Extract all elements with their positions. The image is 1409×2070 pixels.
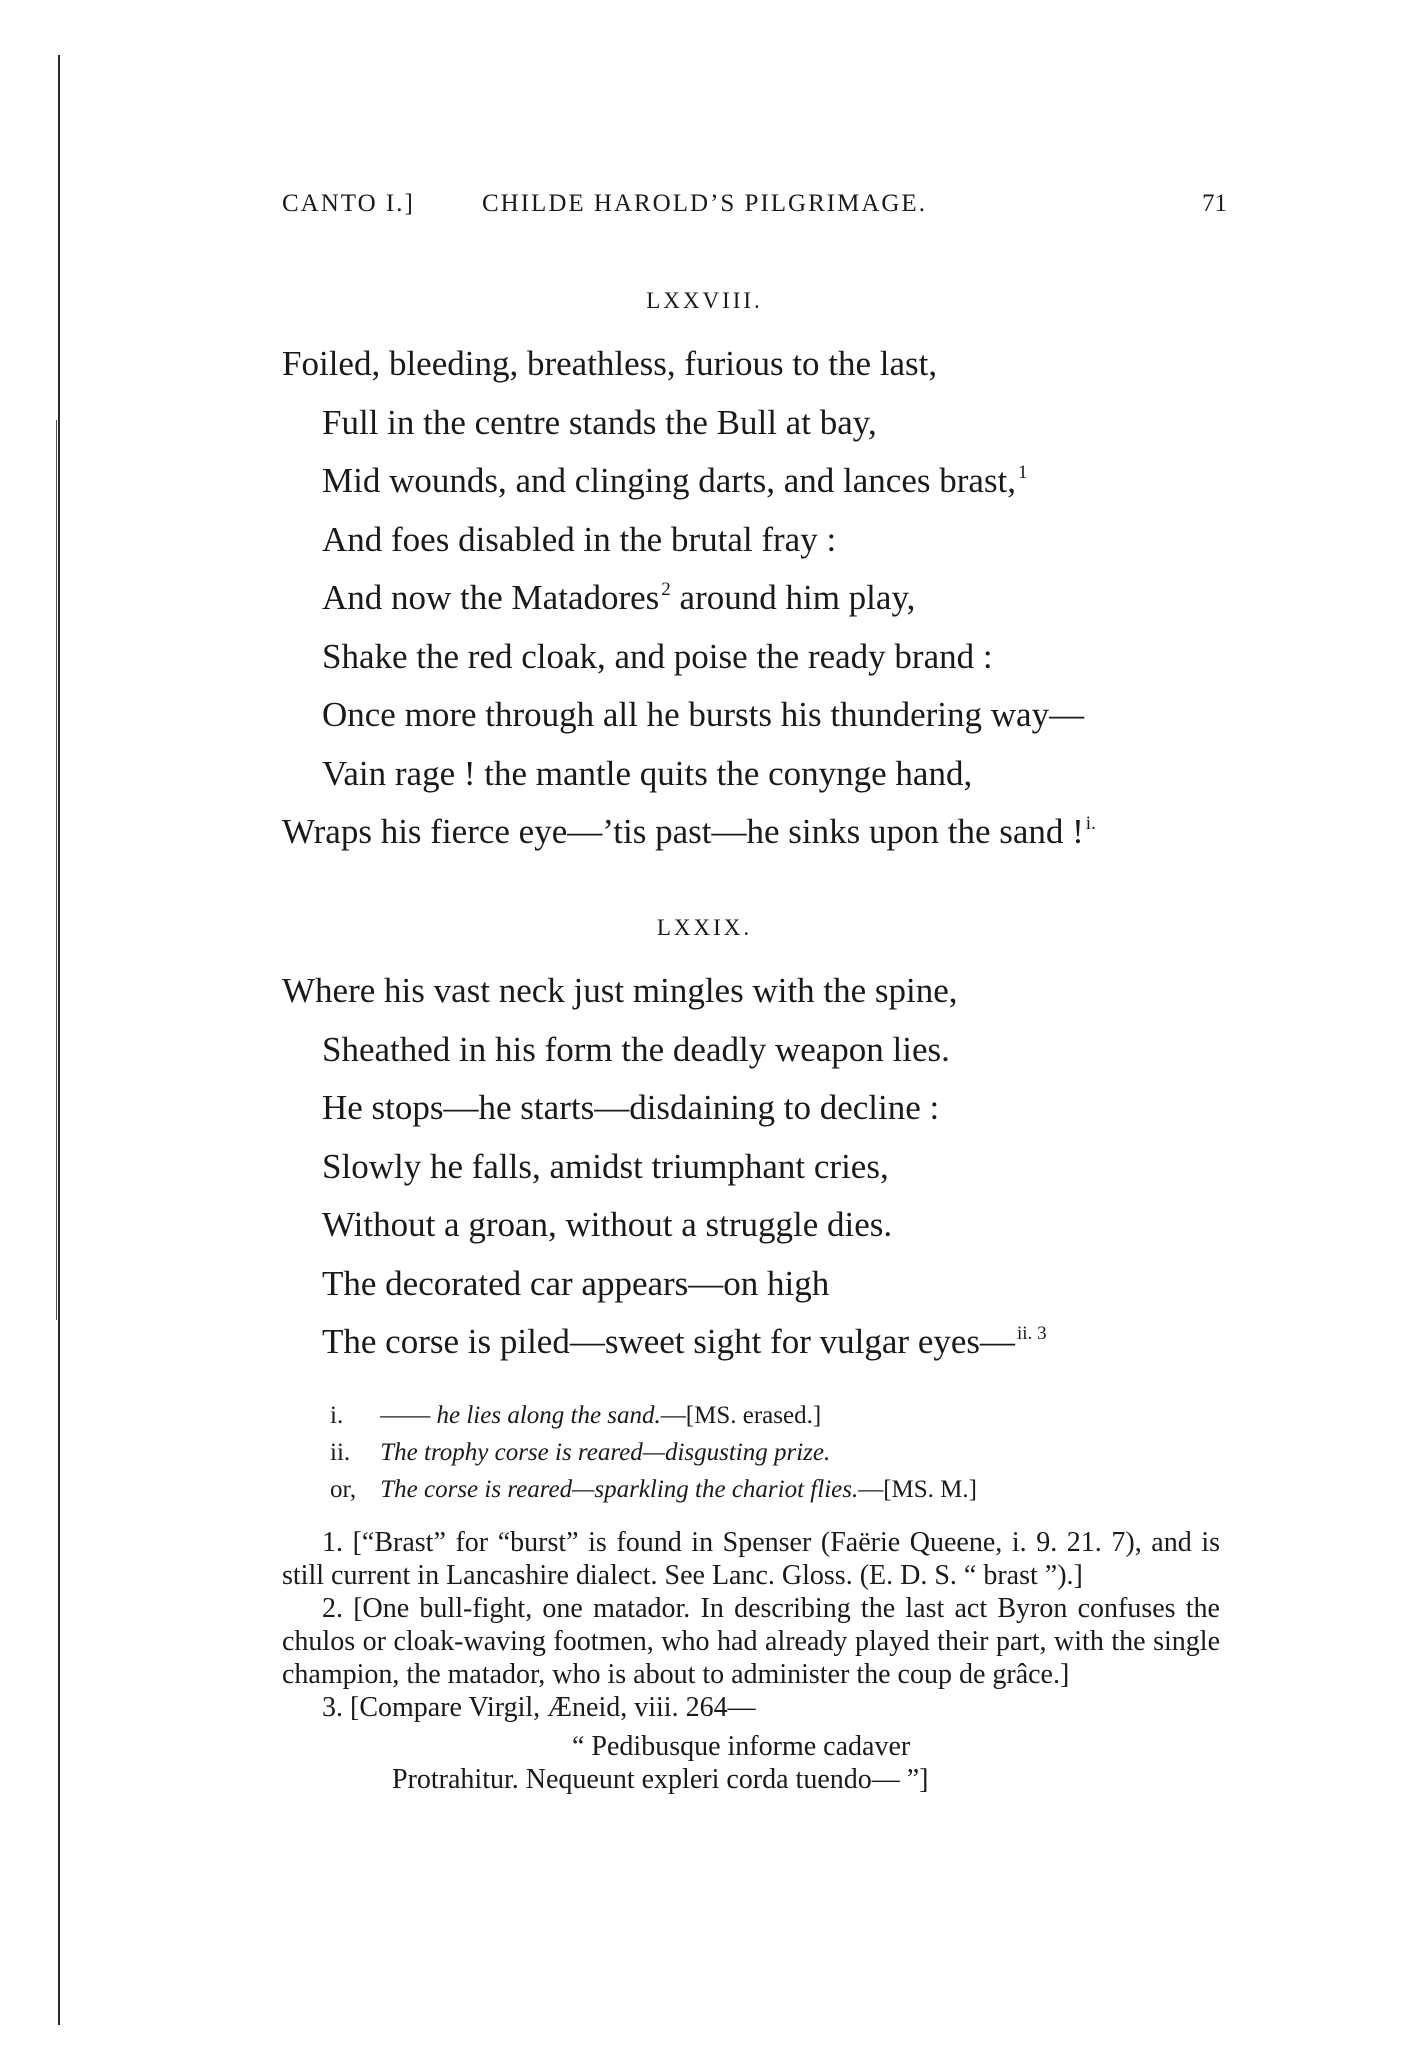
verse-line: The corse is piled—sweet sight for vulgar eyes— $^{ii. 3}$: [322, 1322, 1047, 1361]
variant-row: or, The corse is reared—sparkling the chariot flies.—[MS. M.]: [330, 1476, 977, 1503]
verse-line: Without a groan, without a struggle dies.: [322, 1205, 893, 1244]
footnote-ref: 2: [661, 579, 671, 600]
verse-line: Wraps his fierce eye—’tis past—he sinks upon the sand ! $^{i.}$: [282, 812, 1096, 851]
verse-line: And foes disabled in the brutal fray :: [322, 519, 837, 559]
variant-ref: ii. 3: [1017, 1323, 1047, 1344]
book-title: CHILDE HAROLD’S PILGRIMAGE.: [482, 190, 927, 217]
verse-line: Shake the red cloak, and poise the ready brand :: [322, 636, 993, 676]
running-header: [282, 190, 1227, 230]
verse-line: Where his vast neck just mingles with the spine,: [282, 971, 958, 1010]
verse-line: Full in the centre stands the Bull at bay,: [322, 402, 877, 442]
verse-line: Mid wounds, and clinging darts, and lances brast, $^1$: [322, 461, 1028, 500]
variant-row: i. —— he lies along the sand.—[MS. erased.]: [330, 1402, 822, 1429]
verse-line: He stops—he starts—disdaining to decline :: [322, 1088, 940, 1127]
quotation-line: “ Pedibusque informe cadaver: [572, 1731, 911, 1762]
quotation-line: Protrahitur. Nequeunt expleri corda tuendo— ”]: [392, 1764, 929, 1795]
stanza-lxxviii: [282, 335, 1096, 862]
verse-line: The decorated car appears—on high: [322, 1263, 830, 1303]
variant-readings: [330, 1398, 977, 1509]
stanza-number: LXXIX.: [656, 915, 753, 940]
stanza-lxxix: [282, 962, 1047, 1372]
verse-line: And now the Matadores $^2$ around him play,: [322, 578, 916, 617]
verse-line: Sheathed in his form the deadly weapon lies.: [322, 1029, 950, 1069]
footnote-3: 3. [Compare Virgil, Æneid, viii. 264—: [322, 1692, 756, 1723]
footnote-ref: 1: [1018, 462, 1028, 483]
stanza-number: LXXVIII.: [646, 288, 763, 313]
verse-line: Foiled, bleeding, breathless, furious to the last,: [282, 344, 938, 383]
variant-row: ii. The trophy corse is reared—disgusting prize.: [330, 1439, 831, 1466]
footnotes: [282, 1526, 1220, 1796]
variant-ref: i.: [1085, 813, 1096, 834]
footnote-1: 1. [“Brast” for “burst” is found in Spenser (Faërie Queene, i. 9. 21. 7), and is still current in Lancashire dialect. See Lanc. Gloss. (E. D. S. “ brast ”).]: [282, 1527, 1220, 1591]
page-number: 71: [1202, 190, 1227, 217]
verse-line: Slowly he falls, amidst triumphant cries,: [322, 1146, 889, 1186]
verse-line: Once more through all he bursts his thundering way—: [322, 695, 1085, 734]
canto-label: CANTO I.]: [282, 190, 415, 217]
verse-line: Vain rage ! the mantle quits the conynge hand,: [322, 753, 973, 793]
footnote-2: 2. [One bull-fight, one matador. In describing the last act Byron confuses the chulos or cloak-waving footmen, who had already played their part, with the single champion, the matador, who is about to administer the coup de grâce.]: [282, 1593, 1220, 1690]
